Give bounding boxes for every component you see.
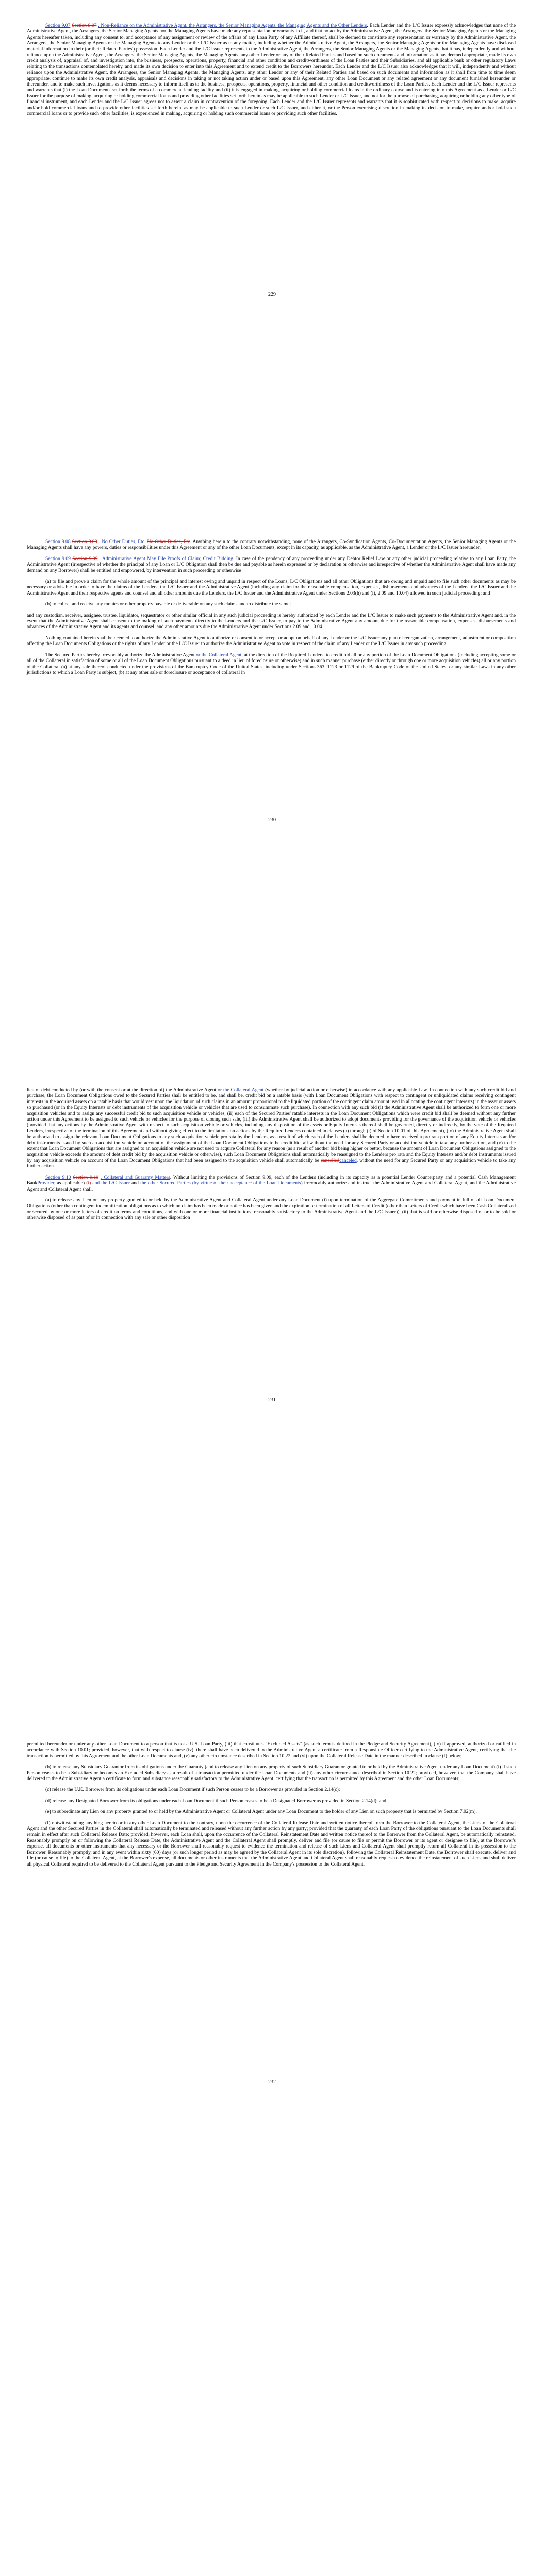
page-231 [0,1066,544,1710]
section-9-08: Section 9.08 Section 9.08 . No Other Duties, Etc. No Other Duties, Etc. Anything herein to the contrary notwithstanding, none of the Arrangers, Co-Syndication Agents, Co-Documentation Agents, the Senior Managing Agents or the Managing Agents shall have any powers, duties or responsibilities under this Agreement or any of the other Loan Documents, except in its capacity, as applicable, as the Administrative Agent, a Lender or the L/C Issuer hereunder. [27,539,516,551]
section-9-07: Section 9.07 Section 9.07 . Non-Reliance on the Administrative Agent, the Arrangers, the Senior Managing Agents, the Managing Agents and the Other Lenders. Each Lender and the L/C Issuer expressly acknowledges that none of the Administrative Agent, the Arrangers, the Senior Managing Agents nor the Managing Agents have made any representation or warranty to it, and that no act by the Administrative Agent, the Arrangers, the Senior Managing Agents or the Managing Agents hereafter taken, including any consent to, and acceptance of any assignment or review of the affairs of any Loan Party of any Affiliate thereof, shall be deemed to constitute any representation or warranty by the Administrative Agent, the Arrangers, the Senior Managing Agents or the Managing Agents to any Lender or the L/C Issuer as to any matter, including whether the Administrative Agent, the Arrangers, the Senior Managing Agents or the Managing Agents have disclosed material information in their (or their Related Parties') possession. Each Lender and the L/C Issuer represents to the Administrative Agent, the Arrangers, the Senior Managing Agents or the Managing Agents that it has, independently and without reliance upon the Administrative Agent, the Arrangers, the Senior Managing Agents, the Managing Agents, any other Lender or any of their Related Parties and based on such documents and information as it has deemed appropriate, made its own credit analysis of, appraisal of, and investigation into, the business, prospects, operations, property, financial and other condition and creditworthiness of the Loan Parties and their Subsidiaries, and all applicable bank or other regulatory Laws relating to the transactions contemplated hereby, and made its own decision to enter into this Agreement and to extend credit to the Borrowers hereunder. Each Lender and the L/C Issuer also acknowledges that it will, independently and without reliance upon the Administrative Agent, the Arrangers, the Senior Managing Agents, the Managing Agents, any other Lender or any of their Related Parties and based on such documents and information as it shall from time to time deem appropriate, continue to make its own credit analysis, appraisals and decisions in taking or not taking action under or based upon this Agreement, any other Loan Document or any related agreement or any document furnished hereunder or thereunder, and to make such investigations as it deems necessary to inform itself as to the business, prospects, operations, property, financial and other condition and creditworthiness of the Loan Parties. Each Lender and the L/C Issuer represents and warrants that (i) the Loan Documents set forth the terms of a commercial lending facility and (ii) it is engaged in making, acquiring or holding commercial loans in the ordinary course and is entering into this Agreement as a Lender or L/C Issuer for the purpose of making, acquiring or holding commercial loans and providing other facilities set forth herein as may be applicable to such Lender or L/C Issuer, and not for the purpose of purchasing, acquiring or holding any other type of financial instrument, and each Lender and the L/C Issuer agrees not to assert a claim in contravention of the foregoing. Each Lender and the L/C Issuer represents and warrants that it is sophisticated with respect to decisions to make, acquire and/or hold commercial loans and to provide other facilities set forth herein, as may be applicable to such Lender or such L/C Issuer, and either it, or the Person exercising discretion in making its decision to make, acquire and/or hold such commercial loans or to provide such other facilities, is experienced in making, acquiring or holding such commercial loans or providing such other facilities. [27,23,516,117]
clause-b: (b) to collect and receive any monies or other property payable or deliverable on any such claims and to distribute the same; [45,601,291,607]
paragraph: and any custodian, receiver, assignee, trustee, liquidator, sequestrator or other similar official in any such judicial proceeding is hereby authorized by each Lender and the L/C Issuer to make such payments to the Administrative Agent and, in the event that the Administrative Agent shall consent to the making of such payments directly to the Lenders and the L/C Issuer, to pay to the Administrative Agent any amount due for the reasonable compensation, expenses, disbursements and advances of the Administrative Agent and its agents and counsel, and any other amounts due the Administrative Agent under Sections 2.09 and 10.04. [27,612,516,630]
clause-c: (c) release the U.K. Borrower from its obligations under each Loan Document if such Person ceases to be a Borrower as provided in Section 2.14(c); [45,1787,340,1793]
page-number: 232 [268,2079,276,2085]
page-229 [0,0,544,505]
page-number: 229 [268,292,276,297]
clause-b: (b) to release any Subsidiary Guarantor from its obligations under the Guaranty (and to release any Lien on any property of such Subsidiary Guarantor granted to or held by the Administrative Agent under any Loan Document) (i) if such Person ceases to be a Subsidiary or becomes an Excluded Subsidiary as a result of a transaction permitted under the Loan Documents and (ii) any other circumstance described in Section 10.22; provided, however, that the Company shall have delivered to the Administrative Agent a certificate to form and substance reasonably satisfactory to the Administrative Agent, certifying that the transaction is permitted by this Agreement and the other Loan Documents; [27,1764,516,1782]
paragraph: lieu of debt conducted by (or with the consent or at the direction of) the Administrative Agent or the Collateral Agent (whether by judicial action or otherwise) in accordance with any applicable Law. In connection with any such credit bid and purchase, the Loan Document Obligations owed to the Secured Parties shall be entitled to be, and shall be, credit bid on a ratable basis (with Loan Document Obligations with respect to contingent or unliquidated claims receiving contingent interests in the acquired assets on a ratable basis that would vest upon the liquidation of such claims in an amount proportional to the liquidated portion of the contingent claim amount used in allocating the contingent interests) in the asset or assets so purchased (or in the Equity Interests or debt instruments of the acquisition vehicle or vehicles that are used to consummate such purchase). In connection with any such bid (i) the Administrative Agent shall be authorized to form one or more acquisition vehicles and to assign any successful credit bid to such acquisition vehicle or vehicles, (ii) each of the Secured Parties' ratable interests in the Loan Document Obligations which were credit bid shall be deemed without any further action under this Agreement to be assigned to such vehicle or vehicles for the purpose of closing such sale, (iii) the Administrative Agent shall be authorized to adopt documents providing for the governance of the acquisition vehicle or vehicles (provided that any actions by the Administrative Agent with respect to such acquisition vehicle or vehicles, including any disposition of the assets or Equity Interests thereof shall be governed, directly or indirectly, by the vote of the Required Lenders, irrespective of the termination of this Agreement and without giving effect to the limitations on actions by the Required Lenders contained in clauses (a) through (i) of Section 10.01 of this Agreement), (iv) the Administrative Agent shall be authorized to assign the relevant Loan Document Obligations to any such acquisition vehicle pro rata by the Lenders, as a result of which each of the Lenders shall be deemed to have received a pro rata portion of any Equity Interests and/or debt instruments issued by such an acquisition vehicle on account of the assignment of the Loan Document Obligations to be credit bid, all without the need for any Secured Party or acquisition vehicle to take any further action, and (v) to the extent that Loan Document Obligations that are assigned to an acquisition vehicle are not used to acquire Collateral for any reason (as a result of another bid being higher or better, because the amount of Loan Document Obligations assigned to the acquisition vehicle exceeds the amount of debt credit bid by the acquisition vehicle or otherwise), such Loan Document Obligations shall automatically be reassigned to the Lenders pro rata and the Equity Interests and/or debt instruments issued by any acquisition vehicle on account of the Loan Document Obligations that had been assigned to the acquisition vehicle shall automatically be cancelledcanceled, without the need for any Secured Party or any acquisition vehicle to take any further action. [27,1087,516,1170]
page-text [27,539,516,681]
clause-f: (f) notwithstanding anything herein or in any other Loan Document to the contrary, upon the occurrence of the Collateral Release Date and written notice thereof from the Borrower to the Collateral Agent, the Liens of the Collateral Agent and the other Secured Parties in the Collateral shall automatically be terminated and released without any further action by any party; provided that the guaranty of each Loan Party of the obligations pursuant to the Loan Documents shall remain in effect after such Collateral Release Date; provided, however, each Loan shall, upon the occurrence of the Collateral Reinstatement Date and written notice thereof to the Borrower from the Collateral Agent, be automatically reinstated. Reasonably promptly on or following the Collateral Release Date, the Administrative Agent and the Collateral Agent shall promptly, deliver and file (or cause to file or permit the Borrower or its agent or designee to file), at the Borrower's expense, all documents or other instruments that any necessary or the Borrower shall reasonably request to evidence the termination and release of such Liens and Collateral Agent shall promptly return all Collateral in its possession to the Borrower. Reasonably promptly, and in any event within sixty (60) days (or such longer period as may be agreed by the Collateral Agent in its sole discretion), following the Collateral Reinstatement Date, the Borrower shall execute, deliver and file (or cause to file) to the Collateral Agent, at the Borrower's expense, all documents or other instruments that the Administrative Agent and Collateral Agent shall reasonably request to evidence the reinstatement of such Liens and shall deliver all physical Collateral required to be delivered to the Collateral Agent pursuant to the Pledge and Security Agreement in the Company's possession to the Collateral Agent. [27,1820,516,1867]
page-text [27,23,516,122]
section-9-09: Section 9.09 Section 9.09 . Administrative Agent May File Proofs of Claim; Credit Bidding. In case of the pendency of any proceeding under any Debtor Relief Law or any other judicial proceeding relative to any Loan Party, the Administrative Agent (irrespective of whether the principal of any Loan or L/C Obligation shall then be due and payable as herein expressed or by declaration or otherwise and irrespective of whether the Administrative Agent shall have made any demand on any Borrower) shall be entitled and empowered, by intervention in such proceeding or otherwise [27,555,516,573]
clause-e: (e) to subordinate any Lien on any property granted to or held by the Administrative Agent or Collateral Agent under any Loan Document to the holder of any Lien on such property that is permitted by Section 7.02(m). [45,1809,477,1815]
page-text [27,1741,516,1872]
paragraph: permitted hereunder or under any other Loan Document to a person that is not a U.S. Loan Party, (iii) that constitutes "Excluded Assets" (as such term is defined in the Pledge and Security Agreement), (iv) if approved, authorized or ratified in accordance with Section 10.01; provided, however, that with respect to clause (iv), there shall have been delivered to the Administrative Agent a certificate from a Responsible Officer certifying to the Administrative Agent, certifying that the transaction is permitted by this Agreement and the other Loan Documents and, (v) any other circumstance described in Section 10.22 and (vi) upon the Collateral Release Date in the manner described in clause (f) below; [27,1741,516,1759]
clause-a: (a) to file and prove a claim for the whole amount of the principal and interest owing and unpaid in respect of the Loans, L/C Obligations and all other Obligations that are owing and unpaid and to file such other documents as may be necessary or advisable in order to have the claims of the Lenders, the L/C Issuer and the Administrative Agent (including any claim for the reasonable compensation, expenses, disbursements and advances of the Lenders, the L/C Issuer and the Administrative Agent and their respective agents and counsel and all other amounts due the Lenders, the L/C Issuer and the Administrative Agent under Sections 2.03(h) and (i), 2.09 and 10.04) allowed in such judicial proceeding; and [27,579,516,596]
page-230 [0,505,544,1066]
clause-a: (a) to release any Lien on any property granted to or held by the Administrative Agent and Collateral Agent under any Loan Document (i) upon termination of the Aggregate Commitments and payment in full of all Loan Document Obligations (other than contingent indemnification obligations as to which no claim has been made or notice has been given and the expiration or termination of all Letters of Credit (other than Letters of Credit which have been Cash Collateralized or secured by one or more letters of credit on terms and conditions, and with one or more financial institutions, reasonably satisfactory to the Administrative Agent and the L/C Issuer)), (ii) that is sold or otherwise disposed of or to be sold or otherwise disposed of as part of or in connection with any sale or other disposition [27,1197,516,1221]
page-232 [0,1710,544,2344]
paragraph: Nothing contained herein shall be deemed to authorize the Administrative Agent to authorize or consent to or accept or adopt on behalf of any Lender or the L/C Issuer any plan of reorganization, arrangement, adjustment or composition affecting the Loan Documents Obligations or the rights of any Lender or the L/C Issuer to authorize the Administrative Agent to vote in respect of the claim of any Lender or the L/C Issuer in any such proceeding. [27,635,516,647]
page-number: 231 [268,1397,276,1403]
section-9-10: Section 9.10 Section 9.10 . Collateral and Guaranty Matters. Without limiting the provisions of Section 9.09, each of the Lenders (including in its capacity as a potential Lender Counterparty and a potential Cash Management BankProvider, as applicable) (i) and the L/C Issuer and the other Secured Parties (by virtue of their acceptance of the Loan Documents) irrevocably authorize and instruct the Administrative Agent and Collateral Agent, and the Administrative Agent and Collateral Agent shall, [27,1174,516,1192]
page-number: 230 [268,817,276,823]
paragraph: The Secured Parties hereby irrevocably authorize the Administrative Agent or the Collateral Agent, at the direction of the Required Lenders, to credit bid all or any portion of the Loan Document Obligations (including accepting some or all of the Collateral in satisfaction of some or all of the Loan Document Obligations pursuant to a deed in lieu of foreclosure or otherwise) and in such manner purchase (either directly or through one or more acquisition vehicles) all or any portion of the Collateral (a) at any sale thereof conducted under the provisions of the Bankruptcy Code of the United States, including under Sections 363, 1123 or 1129 of the Bankruptcy Code of the United States, or any similar Laws in any other jurisdictions to which a Loan Party is subject, (b) at any other sale or foreclosure or acceptance of collateral in [27,652,516,675]
clause-d: (d) release any Designated Borrower from its obligations under each Loan Document if such Person ceases to be a Designated Borrower as provided in Section 2.14(d); and [45,1798,386,1804]
page-text [27,1087,516,1226]
